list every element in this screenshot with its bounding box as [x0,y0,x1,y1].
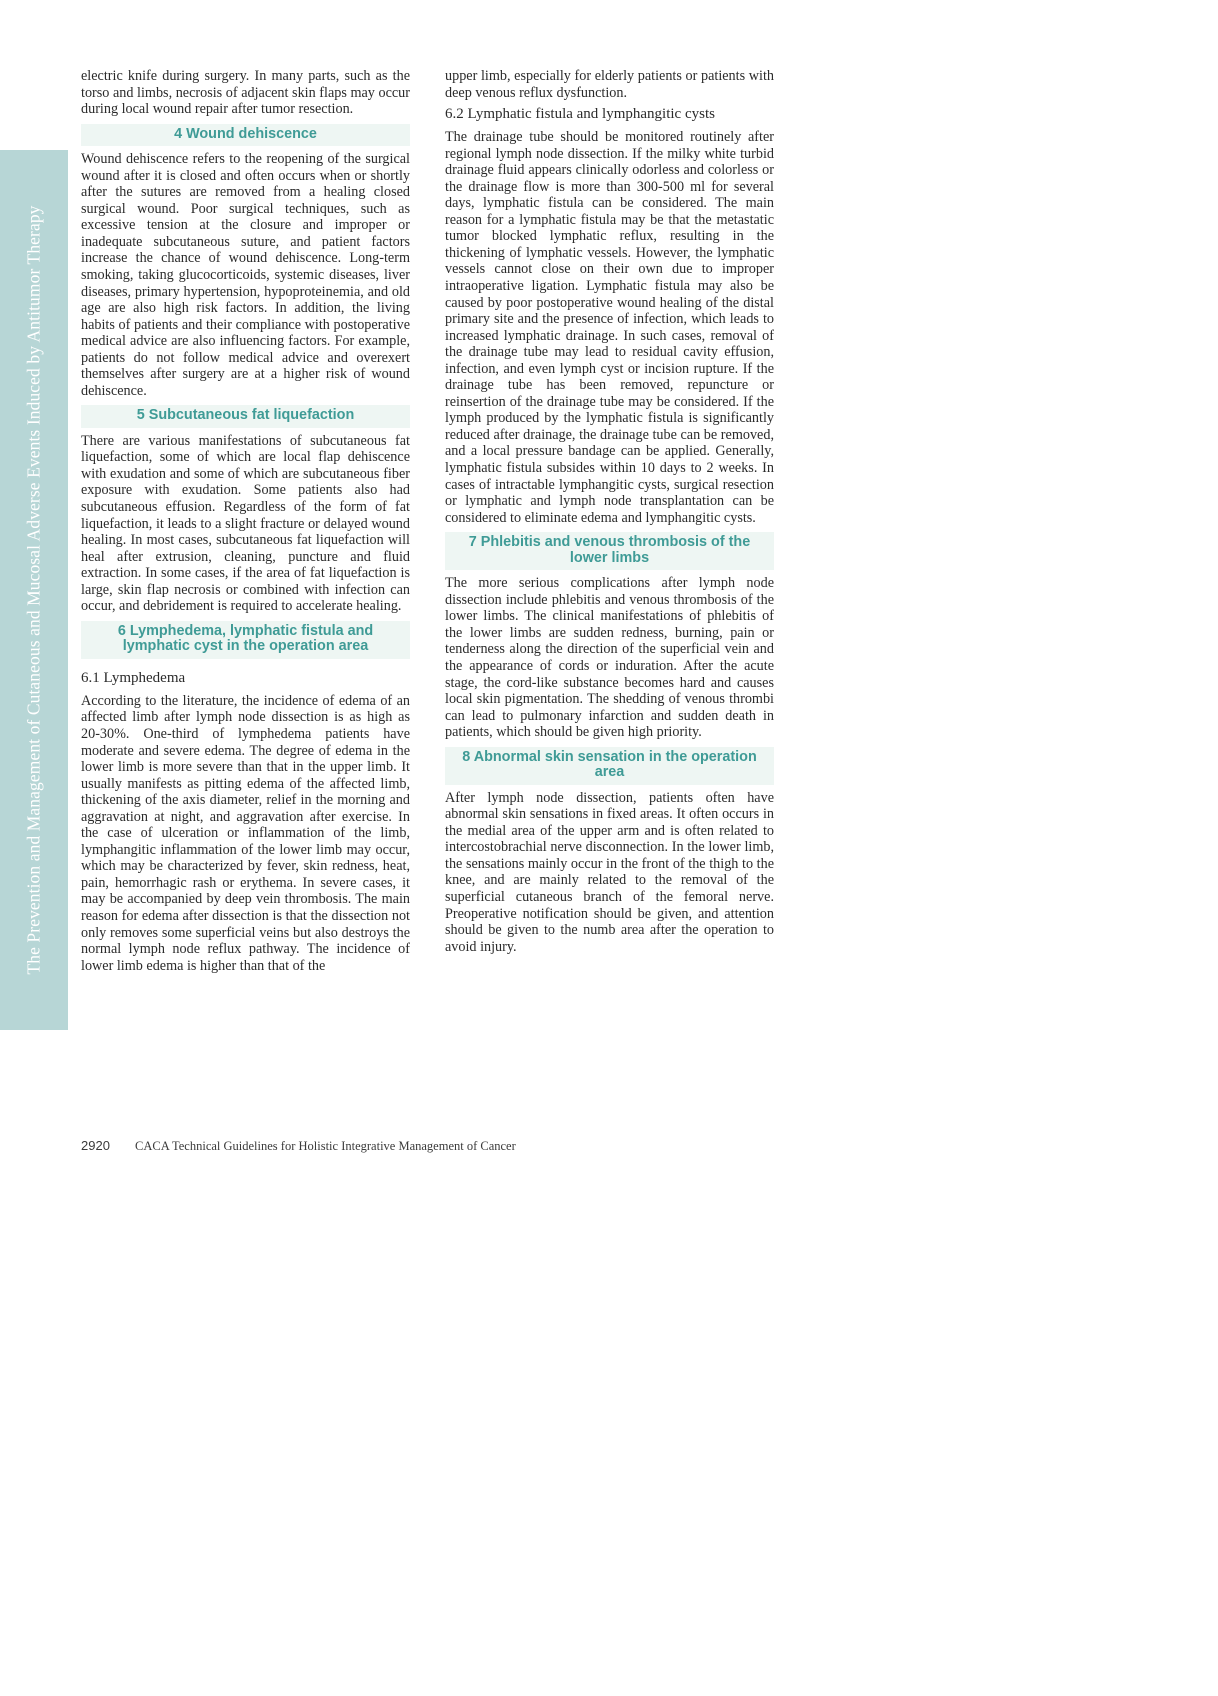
left-column [81,68,410,974]
section-8-body: After lymph node dissection, patients often have abnormal skin sensations in fixed areas. It often occurs in the medial area of the upper arm and is often related to intercostobrachial nerve disconnection. In the lower limb, the sensations mainly occur in the front of the thigh to the knee, and are mainly related to the removal of the superficial cutaneous branch of the femoral nerve. Preoperative notification should be given, and attention should be given to the numb area after the operation to avoid injury. [445,789,774,955]
side-tab-title: The Prevention and Management of Cutaneous and Mucosal Adverse Events Induced by Antitumor Therapy [23,205,44,975]
left-intro-paragraph: electric knife during surgery. In many parts, such as the torso and limbs, necrosis of adjacent skin flaps may occur during local wound repair after tumor resection. [81,68,410,118]
subsection-6-1-body: According to the literature, the incidence of edema of an affected limb after lymph node dissection is as high as 20-30%. One-third of lymphedema patients have moderate and severe edema. The degree of edema in the lower limb is more severe than that in the upper limb. It usually manifests as pitting edema of the affected limb, thickening of the axis diameter, relief in the morning and aggravation at night, and aggravation after exercise. In the case of ulceration or inflammation of the limb, lymphangitic inflammation of the lower limb may occur, which may be characterized by fever, skin redness, heat, pain, hemorrhagic rash or erythema. In severe cases, it may be accompanied by deep vein thrombosis. The main reason for edema after dissection is that the dissection not only removes some superficial veins but also destroys the normal lymph node reflux pathway. The incidence of lower limb edema is higher than that of the [81,692,410,974]
right-column [445,68,774,955]
section-5-body: There are various manifestations of subcutaneous fat liquefaction, some of which are local flap dehiscence with exudation and some of which are subcutaneous fiber exposure with exudation. Some patients also had subcutaneous effusion. Regardless of the form of fat liquefaction, it leads to a slight fracture or delayed wound healing. In most cases, subcutaneous fat liquefaction will heal after extrusion, cleaning, puncture and fluid extraction. In some cases, if the area of fat liquefaction is large, skin flap necrosis or combined with infection can occur, and debridement is required to accelerate healing. [81,432,410,615]
book-title: CACA Technical Guidelines for Holistic Integrative Management of Cancer [135,1139,516,1153]
subsection-6-1-heading: 6.1 Lymphedema [81,669,186,686]
section-7-heading: 7 Phlebitis and venous thrombosis of the lower limbs [445,532,774,570]
section-8-heading: 8 Abnormal skin sensation in the operation area [445,747,774,785]
page-number: 2920 [81,1138,110,1153]
section-7-body: The more serious complications after lymph node dissection include phlebitis and venous thrombosis of the lower limbs. The clinical manifestations of phlebitis of the lower limbs are sudden redness, burning, pain or tenderness along the direction of the superficial vein and the appearance of cords or induration. After the acute stage, the cord-like substance becomes hard and causes local skin pigmentation. The shedding of venous thrombi can lead to pulmonary infarction and sudden death in patients, which should be given high priority. [445,575,774,741]
page-footer [81,1138,516,1154]
section-4-heading: 4 Wound dehiscence [81,124,410,147]
section-5-heading: 5 Subcutaneous fat liquefaction [81,405,410,428]
subsection-6-2-body: The drainage tube should be monitored routinely after regional lymph node dissection. If the milky white turbid drainage fluid appears clinically odorless and colorless or the drainage flow is more than 300-500 ml for several days, lymphatic fistula can be considered. The main reason for a lymphatic fistula may be that the metastatic tumor blocked lymphatic reflux, resulting in the thickening of lymphatic vessels. However, the lymphatic vessels cannot close on their own due to improper intraoperative ligation. Lymphatic fistula may also be caused by poor postoperative wound healing of the distal primary site and the presence of infection, which leads to increased lymphatic drainage. In such cases, removal of the drainage tube may lead to residual cavity effusion, infection, and even lymph cyst or incision rupture. If the drainage tube has been removed, repuncture or reinsertion of the drainage tube may be considered. If the lymph produced by the lymphatic fistula is significantly reduced after drainage, the drainage tube can be removed, and a local pressure bandage can be applied. Generally, lymphatic fistula subsides within 10 days to 2 weeks. In cases of intractable lymphangitic cysts, surgical resection or lymphatic and lymph node transplantation can be considered to eliminate edema and lymphangitic cysts. [445,129,774,526]
subsection-6-2-heading: 6.2 Lymphatic fistula and lymphangitic cysts [445,106,715,123]
section-4-body: Wound dehiscence refers to the reopening of the surgical wound after it is closed and often occurs when or shortly after the sutures are removed from a healing closed surgical wound. Poor surgical techniques, such as excessive tension at the closure and improper or inadequate subcutaneous suture, and patient factors increase the chance of wound dehiscence. Long-term smoking, taking glucocorticoids, systemic diseases, liver diseases, primary hypertension, hypoproteinemia, and old age are also high risk factors. In addition, the living habits of patients and their compliance with postoperative medical advice are also influencing factors. For example, patients do not follow medical advice and overexert themselves after surgery are at a higher risk of wound dehiscence. [81,151,410,399]
right-intro-paragraph: upper limb, especially for elderly patients or patients with deep venous reflux dysfunction. [445,68,774,101]
section-6-heading: 6 Lymphedema, lymphatic fistula and lymphatic cyst in the operation area [81,621,410,659]
